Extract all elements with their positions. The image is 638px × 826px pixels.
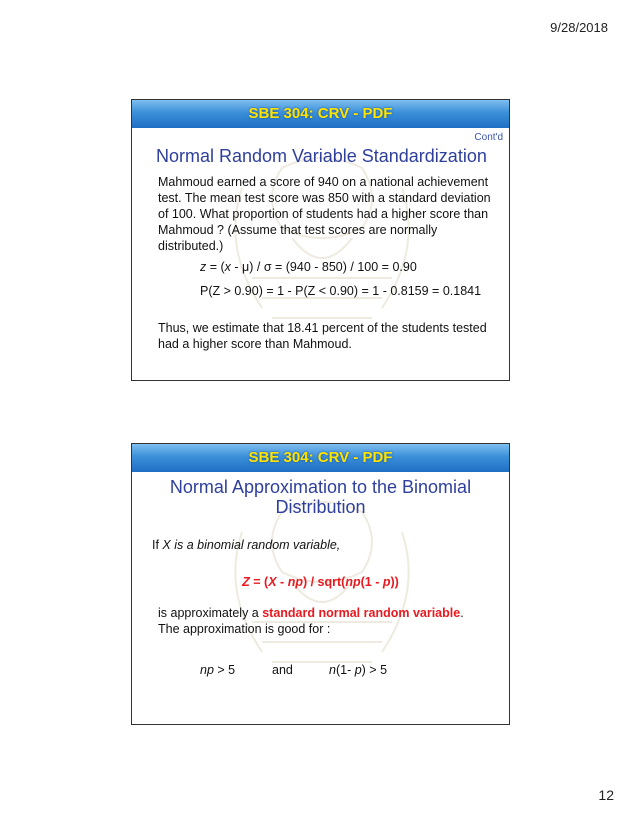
zf-p: p [382,575,391,589]
slide-1-heading: Normal Random Variable Standardization [156,146,487,166]
slide-2 [131,443,510,725]
z-approx-formula [132,575,509,589]
contd-label: Cont'd [474,132,503,143]
approx-suffix: . [460,606,464,620]
cond-np-var: np [200,663,214,677]
approx-highlight: standard normal random variable [262,606,461,620]
page-date: 9/28/2018 [550,20,608,35]
slide-1-banner-title: SBE 304: CRV - PDF [248,105,393,122]
cond-n-mid: (1- [335,663,355,677]
zf-x: X [268,575,277,589]
slide-2-banner [132,444,509,472]
cond-n-rest: ) > 5 [361,663,388,677]
slide-1 [131,99,510,381]
cond-n-var: n [329,663,336,677]
formula-rest: - μ) / σ = (940 - 850) / 100 = 0.90 [230,260,417,274]
zf-d: - [276,575,288,589]
approx-prefix: is approximately a [158,606,263,620]
formula-eq: = ( [206,260,225,274]
zf-np2: np [345,575,361,589]
probability-formula: P(Z > 0.90) = 1 - P(Z < 0.90) = 1 - 0.8159 = 0.1841 [200,284,482,298]
slide-2-heading [132,477,509,517]
zf-j: )) [390,575,399,589]
zf-z: Z [242,575,250,589]
if-italic: X is a binomial random variable, [162,538,341,552]
slide-2-heading-line-2: Distribution [275,497,366,517]
condition-n1p [329,663,387,677]
zf-f: ) / sqrt( [302,575,346,589]
page-number: 12 [598,787,614,803]
zf-np: np [287,575,303,589]
z-score-formula [200,260,417,274]
approximation-statement [158,606,464,620]
condition-and: and [272,663,293,677]
binomial-condition [152,538,340,552]
zf-b: = ( [249,575,269,589]
cond-p-var: p [354,663,362,677]
problem-paragraph: Mahmoud earned a score of 940 on a national achievement test. The mean test score was 850 with a standard deviation of 100. What proportion of students had a higher score than Mahmoud ? (Assume that test scores are normally distributed.) [158,175,491,253]
approximation-note: The approximation is good for : [158,622,331,636]
cond-np-rest: > 5 [213,663,236,677]
zf-h: (1 - [360,575,383,589]
x-var: x [224,260,231,274]
conclusion-paragraph: Thus, we estimate that 18.41 percent of the students tested had a higher score than Mahmoud. [158,321,487,351]
if-prefix: If [152,538,163,552]
z-var: z [200,260,207,274]
slide-1-banner [132,100,509,128]
condition-np [200,663,235,677]
slide-2-heading-line-1: Normal Approximation to the Binomial [169,477,472,497]
slide-2-banner-title: SBE 304: CRV - PDF [248,449,393,466]
